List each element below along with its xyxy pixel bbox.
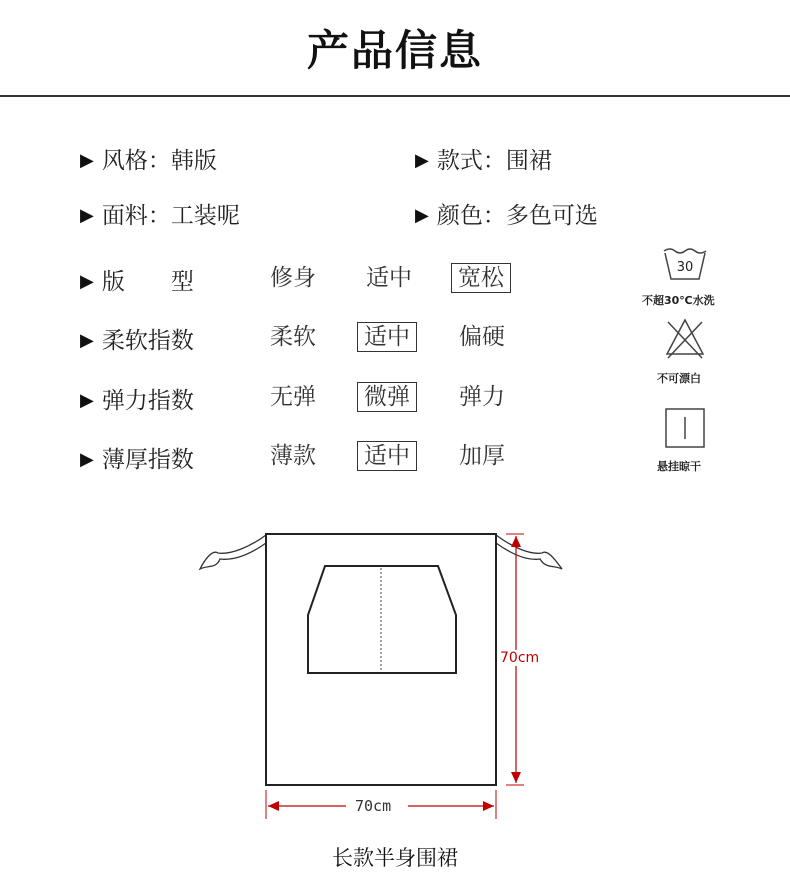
diagram-caption: 长款半身围裙 (332, 846, 458, 870)
spec-color (415, 197, 598, 230)
spec-style-text: 风格：韩版 (101, 148, 217, 174)
right-tie (496, 535, 562, 569)
rating-option: 适中 (366, 265, 412, 291)
no-bleach-icon (664, 316, 706, 360)
spec-style (80, 142, 217, 175)
rating-option-selected: 微弹 (357, 382, 417, 412)
left-tie (200, 535, 266, 569)
rating-option-selected: 适中 (357, 441, 417, 471)
triangle-bullet-icon: ▶ (80, 150, 94, 171)
rating-row-thickness (80, 441, 194, 474)
rating-row-fit (80, 263, 194, 296)
triangle-bullet-icon: ▶ (80, 449, 94, 470)
hang-dry-icon (664, 407, 706, 449)
triangle-bullet-icon: ▶ (80, 271, 94, 292)
triangle-bullet-icon: ▶ (80, 205, 94, 226)
rating-option: 偏硬 (459, 324, 505, 350)
spec-type (415, 142, 552, 175)
rating-option: 柔软 (270, 324, 316, 350)
apron-body (266, 534, 496, 785)
rating-label: 弹力指数 (101, 388, 194, 414)
bleach-label: 不可漂白 (657, 372, 701, 385)
rating-label: 版 型 (101, 269, 194, 295)
spec-color-text: 颜色：多色可选 (436, 203, 598, 229)
rating-row-stretch (80, 382, 194, 415)
rating-option: 薄款 (270, 443, 316, 469)
triangle-bullet-icon: ▶ (415, 205, 429, 226)
triangle-bullet-icon: ▶ (80, 330, 94, 351)
rating-label: 柔软指数 (101, 328, 194, 354)
rating-option: 无弹 (270, 384, 316, 410)
spec-material (80, 197, 240, 230)
rating-label: 薄厚指数 (101, 447, 194, 473)
rating-option: 弹力 (459, 384, 505, 410)
spec-type-text: 款式：围裙 (436, 148, 552, 174)
page-title: 产品信息 (306, 26, 483, 75)
rating-option-selected: 宽松 (451, 263, 511, 293)
spec-material-text: 面料：工装呢 (101, 203, 240, 229)
height-label: 70cm (500, 650, 540, 666)
rating-row-softness (80, 322, 194, 355)
title-divider (0, 95, 790, 97)
rating-option: 修身 (270, 265, 316, 291)
width-label: 70cm (355, 797, 392, 815)
dry-label: 悬挂晾干 (657, 460, 701, 473)
triangle-bullet-icon: ▶ (80, 390, 94, 411)
wash-label: 不超30℃水洗 (642, 294, 715, 307)
wash-temp-text: 30 (676, 260, 694, 275)
rating-option: 加厚 (459, 443, 505, 469)
wash-30-icon (662, 245, 708, 283)
rating-option-selected: 适中 (357, 322, 417, 352)
apron-diagram (190, 525, 580, 825)
triangle-bullet-icon: ▶ (415, 150, 429, 171)
